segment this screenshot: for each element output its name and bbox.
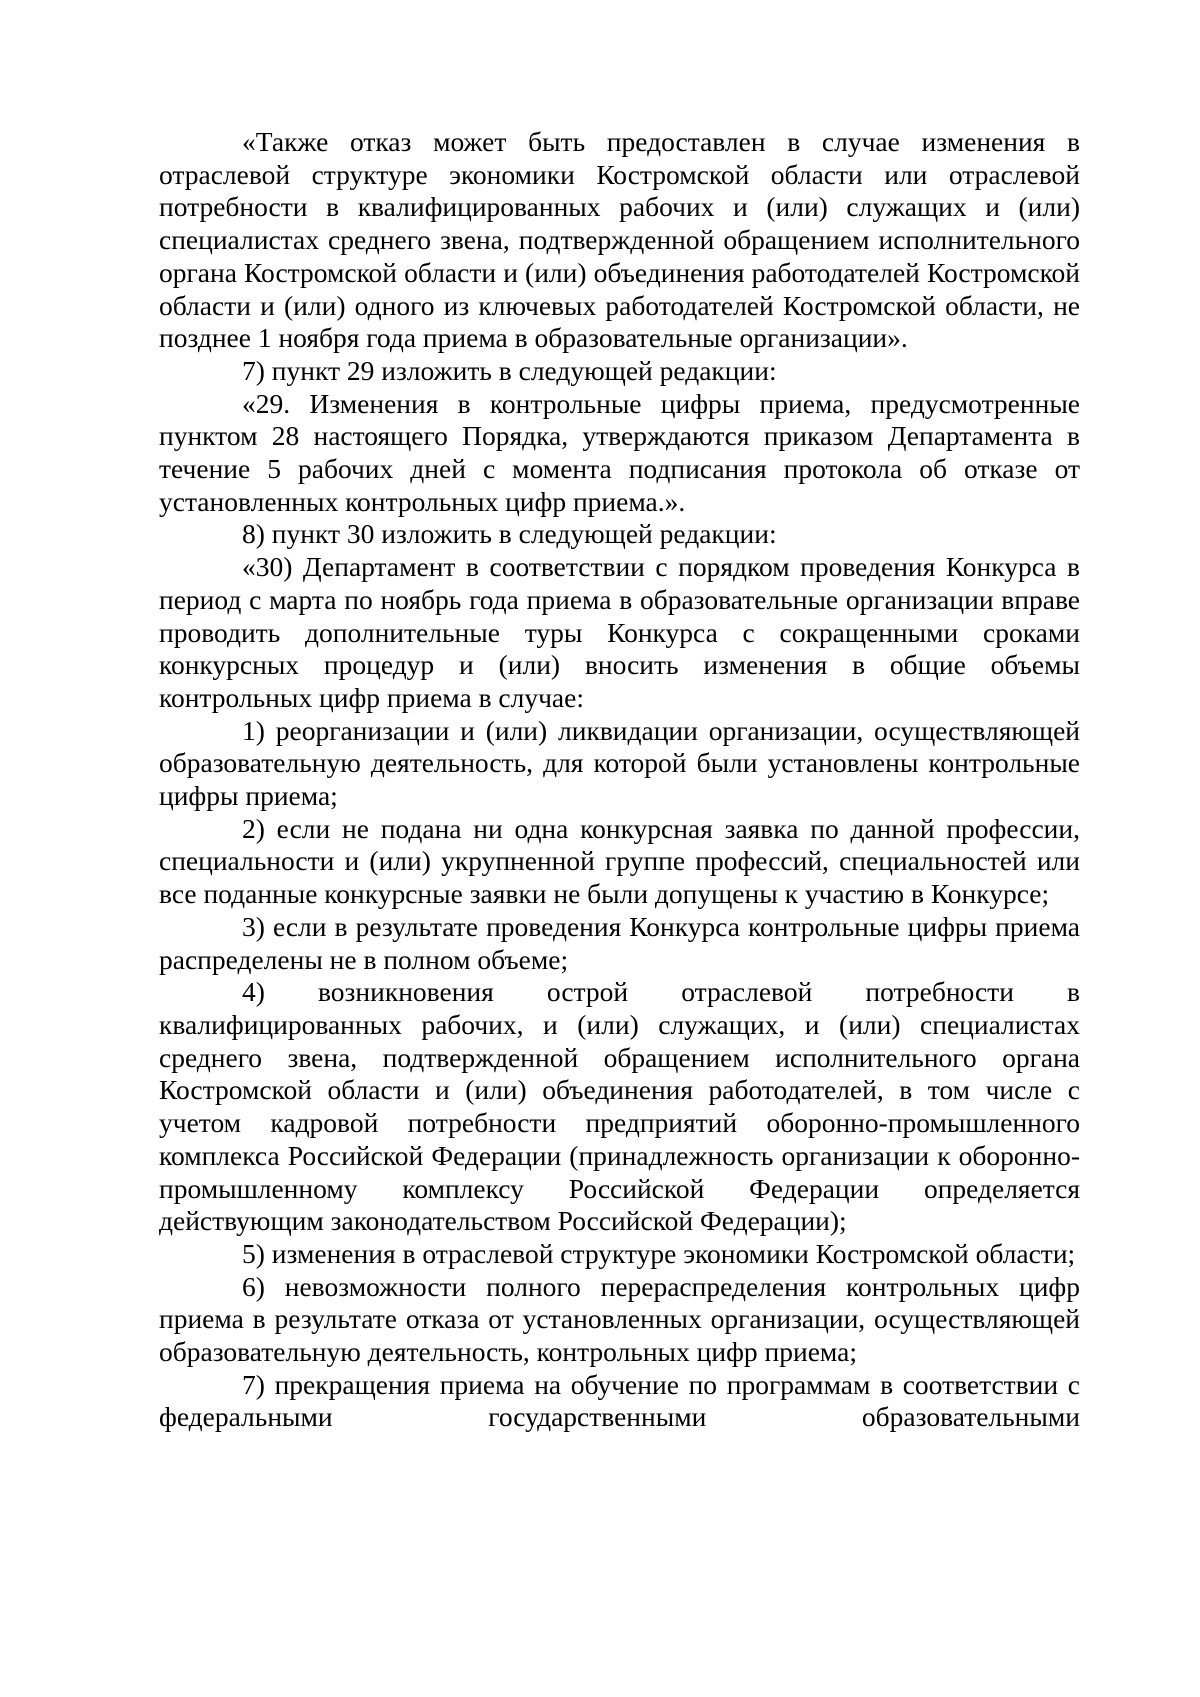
document-body <box>159 126 1080 1434</box>
list-item-6: 6) невозможности полного перераспределения контрольных цифр приема в результате отказа от установленных организации, осуществляющей образовательную деятельность, контрольных цифр приема; <box>159 1270 1080 1368</box>
paragraph-clause-29: «29. Изменения в контрольные цифры приема, предусмотренные пунктом 28 настоящего Порядка, утверждаются приказом Департамента в течение 5 рабочих дней с момента подписания протокола об отказе от установленных контрольных цифр приема.». <box>159 387 1080 517</box>
list-item-4: 4) возникновения острой отраслевой потребности в квалифицированных рабочих, и (или) служащих, и (или) специалистах среднего звена, подтвержденной обращением исполнительного органа Костромской области и (или) объединения работодателей, в том числе с учетом кадровой потребности предприятий оборонно-промышленного комплекса Российской Федерации (принадлежность организации к оборонно-промышленному комплексу Российской Федерации определяется действующим законодательством Российской Федерации); <box>159 976 1080 1237</box>
list-item-2: 2) если не подана ни одна конкурсная заявка по данной профессии, специальности и (или) укрупненной группе профессий, специальностей или все поданные конкурсные заявки не были допущены к участию в Конкурсе; <box>159 812 1080 910</box>
list-item-3: 3) если в результате проведения Конкурса контрольные цифры приема распределены не в полном объеме; <box>159 910 1080 975</box>
list-item-5: 5) изменения в отраслевой структуре экономики Костромской области; <box>242 1237 1076 1269</box>
paragraph-item-7: 7) пункт 29 изложить в следующей редакции: <box>242 354 777 386</box>
paragraph-item-8: 8) пункт 30 изложить в следующей редакции: <box>242 518 777 550</box>
list-item-7: 7) прекращения приема на обучение по программам в соответствии с федеральными государственными образовательными <box>159 1368 1080 1433</box>
paragraph-refusal-quote: «Также отказ может быть предоставлен в случае изменения в отраслевой структуре экономики Костромской области или отраслевой потребности в квалифицированных рабочих и (или) служащих и (или) специалистах среднего звена, подтвержденной обращением исполнительного органа Костромской области и (или) объединения работодателей Костромской области и (или) одного из ключевых работодателей Костромской области, не позднее 1 ноября года приема в образовательные организации». <box>159 126 1080 354</box>
list-item-1: 1) реорганизации и (или) ликвидации организации, осуществляющей образовательную деятельность, для которой были установлены контрольные цифры приема; <box>159 714 1080 812</box>
paragraph-clause-30: «30) Департамент в соответствии с порядком проведения Конкурса в период с марта по ноябрь года приема в образовательные организации вправе проводить дополнительные туры Конкурса с сокращенными сроками конкурсных процедур и (или) вносить изменения в общие объемы контрольных цифр приема в случае: <box>159 551 1080 713</box>
